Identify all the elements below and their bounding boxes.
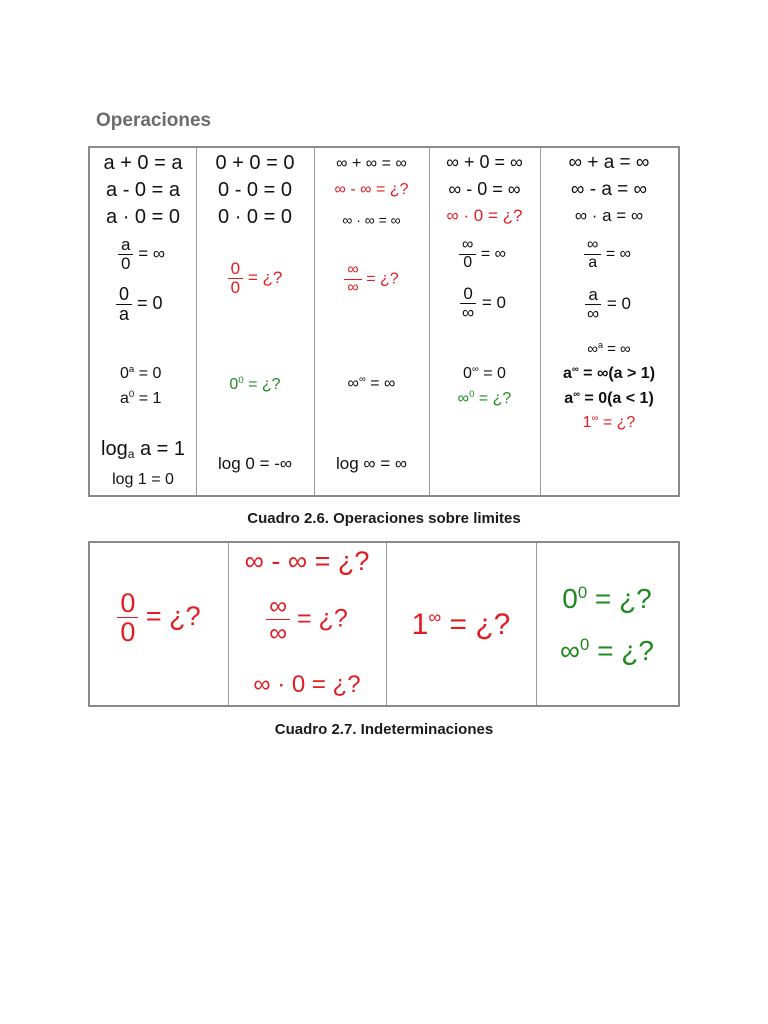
fraction-formula: $\frac{a}{0}$ = ∞ [118,236,165,273]
indeterminate-power: ∞$^0$ = ¿? [560,635,654,667]
formula-row: ∞ · a = ∞ [574,206,644,225]
operations-table [88,146,680,497]
power-formula: a∞ = 0(a < 1) [564,389,654,407]
table-caption: Cuadro 2.6. Operaciones sobre limites [247,510,521,527]
indeterminate-fraction: $\frac{\infty}{\infty}$ = ¿? [228,593,386,647]
formula-row: ∞ - 0 = ∞ [448,179,521,199]
fraction-formula: $\frac{0}{\infty}$ = 0 [462,284,506,322]
indeterminate-power: 1∞ = ¿? [582,413,636,431]
operations-column-a [90,148,197,495]
indetermination-cell-power-zero [536,543,678,705]
indeterminate-power: $0^0$ = ¿? [562,583,652,615]
fraction-formula: $\frac{0}{a}$ = 0 [116,285,163,324]
indeterminate-formula: ∞ · 0 = ¿? [253,671,361,698]
log-formula: log ∞ = ∞ [335,454,408,473]
operations-column-infinity-zero [429,148,541,495]
power-formula: ∞$^a$ = ∞ [587,340,631,358]
indeterminate-power: 1∞ = ¿? [411,607,511,641]
operations-column-infinity-a [540,148,678,495]
formula-row: ∞ + 0 = ∞ [446,152,523,172]
operations-column-infinity [314,148,430,495]
formula-row: ∞ + ∞ = ∞ [336,155,407,172]
fraction-formula: $\frac{\infty}{a}$ = ∞ [584,237,631,272]
formula-row: a · 0 = 0 [106,206,180,228]
formula-row: ∞ - ∞ = ¿? [334,181,409,198]
power-formula: $a^0 = 1$ [120,389,162,407]
indeterminate-fraction: $\frac{0}{0}$ = ¿? [90,589,228,647]
formula-row: 0 - 0 = 0 [218,179,292,201]
formula-row: 0 · 0 = 0 [218,206,292,228]
formula-row: a - 0 = a [106,179,180,201]
indeterminate-formula: ∞ - ∞ = ¿? [244,546,370,576]
indetermination-cell-fraction [90,543,229,705]
fraction-formula: $\frac{a}{\infty}$ = 0 [587,285,631,323]
log-formula: log 1 = 0 [112,471,174,488]
power-formula: 0∞ = 0 [463,364,506,382]
log-formula: $\log_a a = 1$ [101,438,185,461]
formula-row: a + 0 = a [103,152,183,174]
indeterminations-table [88,541,680,707]
table-caption: Cuadro 2.7. Indeterminaciones [274,721,494,738]
fraction-formula: $\frac{\infty}{0}$ = ∞ [459,237,506,272]
formula-row: ∞ · ∞ = ∞ [342,212,401,228]
formula-row: ∞ - a = ∞ [570,179,648,200]
indeterminate-power: $0^0$ = ¿? [229,375,281,393]
formula-row: ∞ · 0 = ¿? [446,206,523,225]
power-formula: ∞∞ = ∞ [347,374,396,392]
power-formula: a∞ = ∞(a > 1) [562,364,656,382]
log-formula: log 0 = -∞ [217,454,293,473]
formula-row: 0 + 0 = 0 [215,152,295,174]
power-formula: $0^a = 0$ [120,364,162,382]
formula-row: ∞ + a = ∞ [568,152,650,173]
indeterminate-power: ∞$^0$ = ¿? [457,389,512,407]
indetermination-cell-power-one [386,543,537,705]
operations-column-zero [196,148,315,495]
section-heading: Operaciones [96,110,212,131]
indeterminate-fraction: $\frac{\infty}{\infty}$ = ¿? [314,262,429,297]
indetermination-cell-infinity [228,543,387,705]
indeterminate-fraction: $\frac{0}{0}$ = ¿? [196,260,314,297]
